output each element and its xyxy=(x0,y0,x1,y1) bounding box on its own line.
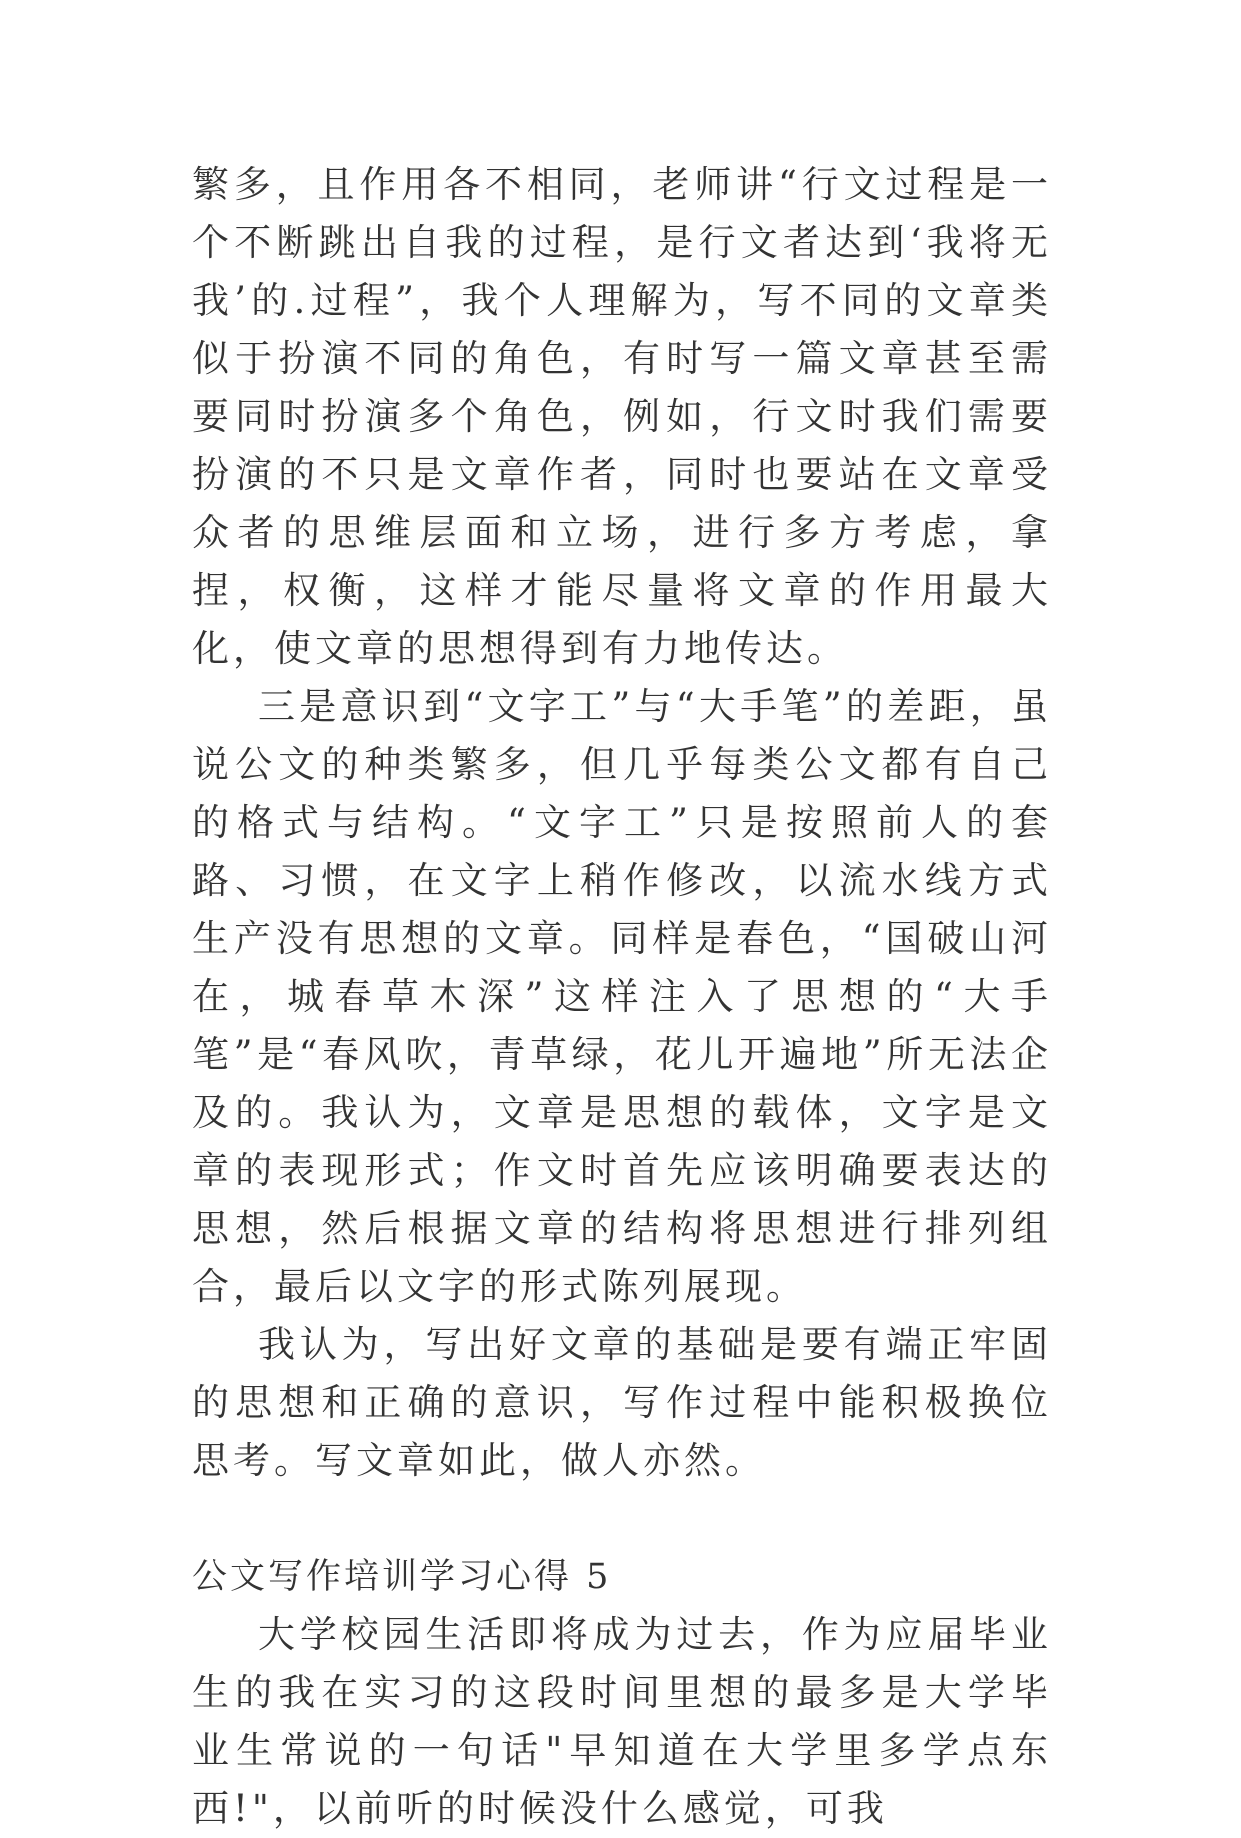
body-paragraph-3: 我认为，写出好文章的基础是要有端正牢固的思想和正确的意识，写作过程中能积极换位思考。写文章如此，做人亦然。 xyxy=(192,1323,1052,1482)
document-body xyxy=(192,156,1052,1838)
section-paragraph: 大学校园生活即将成为过去，作为应届毕业生的我在实习的这段时间里想的最多是大学毕业生常说的一句话"早知道在大学里多学点东西!"，以前听的时候没什么感觉，可我 xyxy=(192,1613,1052,1830)
section-heading: 公文写作培训学习心得 5 xyxy=(192,1557,612,1597)
body-paragraph-2: 三是意识到“文字工”与“大手笔”的差距，虽说公文的种类繁多，但几乎每类公文都有自己的格式与结构。“文字工”只是按照前人的套路、习惯，在文字上稍作修改，以流水线方式生产没有思想的文章。同样是春色，“国破山河在，城春草木深”这样注入了思想的“大手笔”是“春风吹，青草绿，花儿开遍地”所无法企及的。我认为，文章是思想的载体，文字是文章的表现形式；作文时首先应该明确要表达的思想，然后根据文章的结构将思想进行排列组合，最后以文字的形式陈列展现。 xyxy=(192,685,1052,1308)
body-paragraph-1: 繁多，且作用各不相同，老师讲“行文过程是一个不断跳出自我的过程，是行文者达到‘我将无我’的.过程”，我个人理解为，写不同的文章类似于扮演不同的角色，有时写一篇文章甚至需要同时扮演多个角色，例如，行文时我们需要扮演的不只是文章作者，同时也要站在文章受众者的思维层面和立场，进行多方考虑，拿捏，权衡，这样才能尽量将文章的作用最大化，使文章的思想得到有力地传达。 xyxy=(192,163,1052,670)
